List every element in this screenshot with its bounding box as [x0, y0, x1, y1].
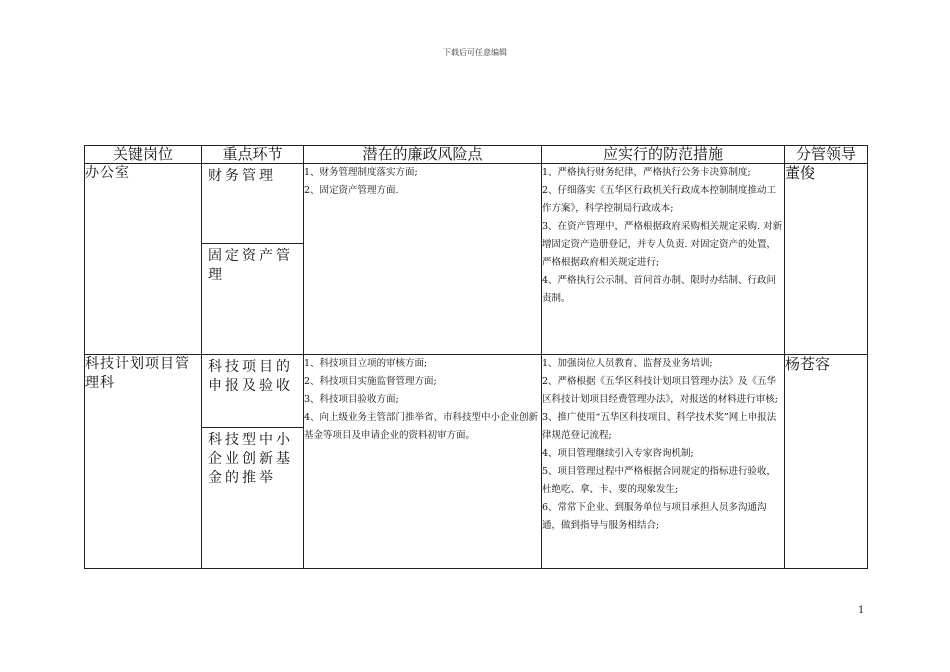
leader-cell: 董俊: [785, 164, 868, 355]
risk-item: 4、向上级业务主管部门推举省、市科技型中小企业创新基金等项目及申请企业的资料初审方面。: [304, 412, 539, 441]
link-item: 财务管理: [208, 168, 276, 184]
risk-item: 3、科技项目验收方面;: [304, 394, 399, 405]
post-cell: 办公室: [85, 164, 202, 355]
risk-cell: [304, 355, 542, 569]
header-leader: 分管领导: [785, 146, 868, 164]
measure-item: 6、常常下企业、到服务单位与项目承担人员多沟通沟通，做到指导与服务相结合;: [542, 502, 767, 531]
measure-item: 2、仔细落实《五华区行政机关行政成本控制制度推动工作方案》，科学控制局行政成本;: [542, 185, 777, 214]
measure-item: 5、项目管理过程中严格根据合同规定的指标进行验收，杜绝吃、拿、卡、要的现象发生;: [542, 466, 777, 495]
measure-cell: [542, 355, 785, 569]
risk-item: 1、财务管理制度落实方面;: [304, 167, 418, 178]
risk-item: 1、科技项目立项的审核方面;: [304, 358, 428, 369]
table-row: [85, 355, 868, 569]
risk-item: 2、科技项目实施监督管理方面;: [304, 376, 437, 387]
measure-item: 1、严格执行财务纪律，严格执行公务卡决算制度;: [542, 167, 751, 178]
measure-item: 1、加强岗位人员教育、监督及业务培训;: [542, 358, 713, 369]
risk-control-table: [84, 145, 868, 569]
leader-cell: 杨苍容: [785, 355, 868, 569]
header-note: 下载后可任意编辑: [443, 48, 507, 57]
measure-item: 3、在资产管理中，严格根据政府采购相关规定采购. 对新增固定资产造册登记，并专人负责. 对固定资产的处置，严格根据政府相关规定进行;: [542, 221, 783, 268]
measure-item: 4、项目管理继续引入专家咨询机制;: [542, 448, 694, 459]
link-cell: [202, 355, 304, 569]
measure-item: 3、推广使用“五华区科技项目、科学技术奖”网上申报法律规范登记流程;: [542, 412, 777, 441]
link-item: 固定资产管理: [202, 243, 303, 354]
header-risk-points: 潜在的廉政风险点: [304, 146, 542, 164]
page-number: 1: [858, 605, 865, 616]
header-measures: 应实行的防范措施: [542, 146, 785, 164]
header-key-link: 重点环节: [202, 146, 304, 164]
link-item: 科技项目的申报及验收: [208, 359, 293, 394]
link-cell: [202, 164, 304, 355]
header-key-post: 关键岗位: [85, 146, 202, 164]
table-row: [85, 164, 868, 355]
post-cell: 科技计划项目管理科: [85, 355, 202, 569]
risk-cell: [304, 164, 542, 355]
measure-item: 4、严格执行公示制、首问首办制、限时办结制、行政问责制。: [542, 275, 777, 304]
table-header-row: [85, 146, 868, 164]
link-item: 科技型中小企业创新基金的推举: [202, 427, 303, 568]
measure-item: 2、严格根据《五华区科技计划项目管理办法》及《五华区科技计划项目经费管理办法》，对报送的材料进行审核;: [542, 376, 778, 405]
measure-cell: [542, 164, 785, 355]
risk-item: 2、固定资产管理方面.: [304, 185, 399, 196]
